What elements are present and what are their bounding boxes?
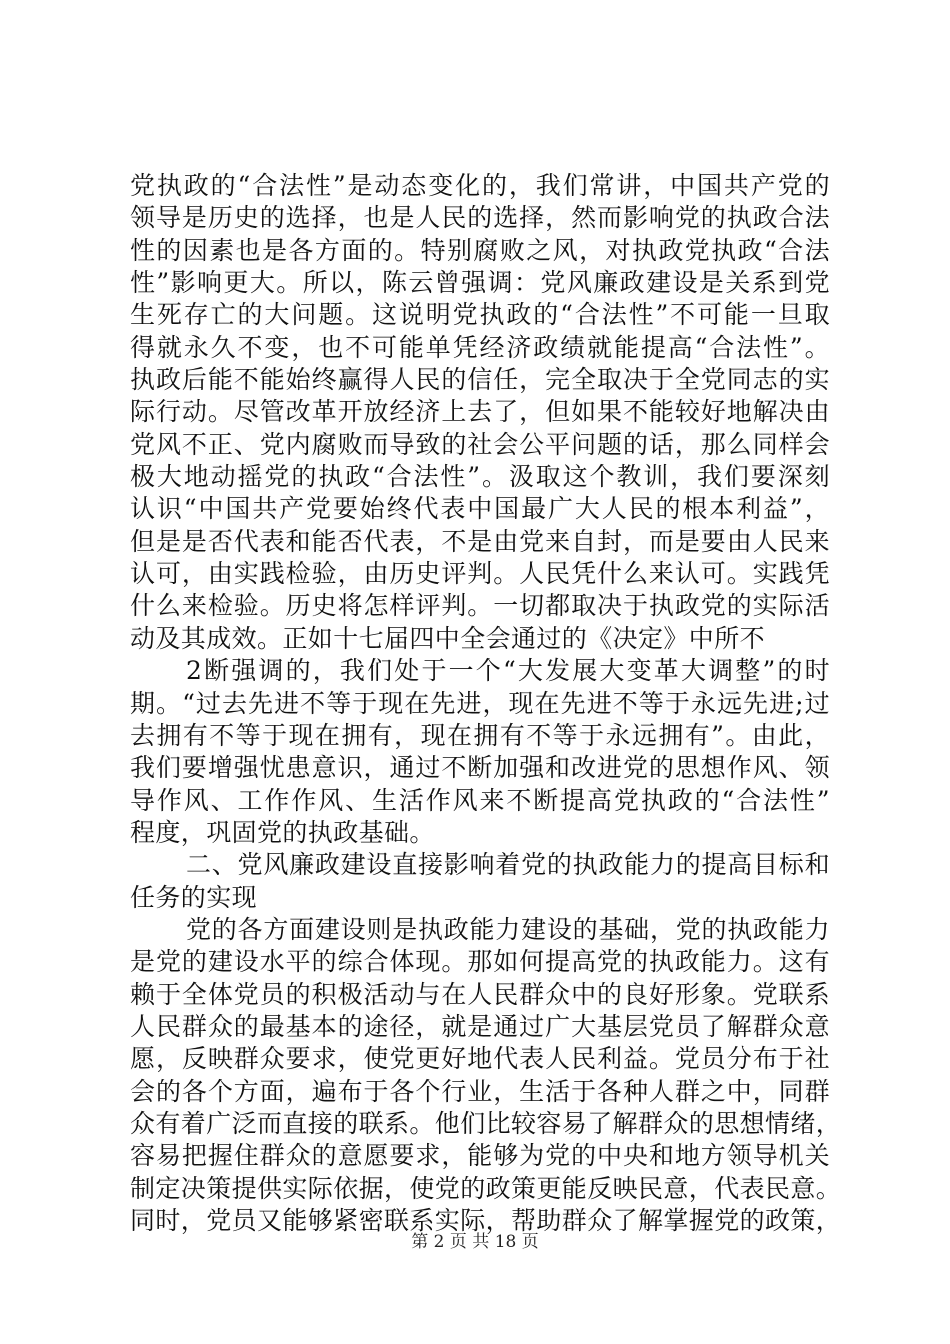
text-line: 愿，反映群众要求，使党更好地代表人民利益。党员分布于社 <box>130 1044 830 1074</box>
text-line: 党风不正、党内腐败而导致的社会公平问题的话，那么同样会 <box>130 429 830 459</box>
text-line: 际行动。尽管改革开放经济上去了，但如果不能较好地解决由 <box>130 397 830 427</box>
text-line: 性”影响更大。所以，陈云曾强调：党风廉政建设是关系到党 <box>130 268 830 298</box>
text-line: 制定决策提供实际依据，使党的政策更能反映民意，代表民意。 <box>130 1173 842 1203</box>
text-line: 性的因素也是各方面的。特别腐败之风，对执政党执政“合法 <box>130 235 830 265</box>
text-line: 执政后能不能始终赢得人民的信任，完全取决于全党同志的实 <box>130 365 830 395</box>
text-line: 导作风、工作作风、生活作风来不断提高党执政的“合法性” <box>130 785 830 815</box>
text-line: 得就永久不变，也不可能单凭经济政绩就能提高“合法性”。 <box>130 332 830 362</box>
page-footer <box>0 1230 950 1254</box>
text-line: 什么来检验。历史将怎样评判。一切都取决于执政党的实际活 <box>130 591 830 621</box>
text-line: 同时，党员又能够紧密联系实际，帮助群众了解掌握党的政策， <box>130 1206 842 1235</box>
text-line: 众有着广泛而直接的联系。他们比较容易了解群众的思想情绪， <box>130 1108 842 1138</box>
text-line: 是党的建设水平的综合体现。那如何提高党的执政能力。这有 <box>130 947 830 977</box>
text-line: 期。“过去先进不等于现在先进，现在先进不等于永远先进;过 <box>130 688 830 718</box>
text-line: 程度，巩固党的执政基础。 <box>130 817 435 847</box>
text-line: 人民群众的最基本的途径，就是通过广大基层党员了解群众意 <box>130 1011 830 1041</box>
text-line: 会的各个方面，遍布于各个行业，生活于各种人群之中，同群 <box>130 1076 830 1106</box>
section-heading-line: 任务的实现 <box>130 882 258 912</box>
section-heading-line: 二、党风廉政建设直接影响着党的执政能力的提高目标和 <box>186 850 830 880</box>
text-line: 但是是否代表和能否代表，不是由党来自封，而是要由人民来 <box>130 526 830 556</box>
text-line: 党执政的“合法性”是动态变化的，我们常讲，中国共产党的 <box>130 171 830 200</box>
text-line: 动及其成效。正如十七届四中全会通过的《决定》中所不 <box>130 623 766 653</box>
text-line: 极大地动摇党的执政“合法性”。汲取这个教训，我们要深刻 <box>130 462 830 492</box>
text-line: 党的各方面建设则是执政能力建设的基础，党的执政能力 <box>186 914 830 944</box>
text-line: 生死存亡的大问题。这说明党执政的“合法性”不可能一旦取 <box>130 300 830 330</box>
text-line: 领导是历史的选择，也是人民的选择，然而影响党的执政合法 <box>130 203 830 233</box>
document-body <box>130 170 842 1237</box>
text-line: 容易把握住群众的意愿要求，能够为党的中央和地方领导机关 <box>130 1141 830 1171</box>
text-line: 我们要增强忧患意识，通过不断加强和改进党的思想作风、领 <box>130 753 830 783</box>
text-line: 赖于全体党员的积极活动与在人民群众中的良好形象。党联系 <box>130 979 830 1009</box>
text-line: 去拥有不等于现在拥有，现在拥有不等于永远拥有”。由此， <box>130 720 830 750</box>
text-line: 2断强调的，我们处于一个“大发展大变革大调整”的时 <box>186 656 830 686</box>
text-line: 认可，由实践检验，由历史评判。人民凭什么来认可。实践凭 <box>130 559 830 589</box>
text-line: 认识“中国共产党要始终代表中国最广大人民的根本利益”， <box>130 494 830 524</box>
page-number-label: 第 2 页 共 18 页 <box>411 1232 539 1252</box>
